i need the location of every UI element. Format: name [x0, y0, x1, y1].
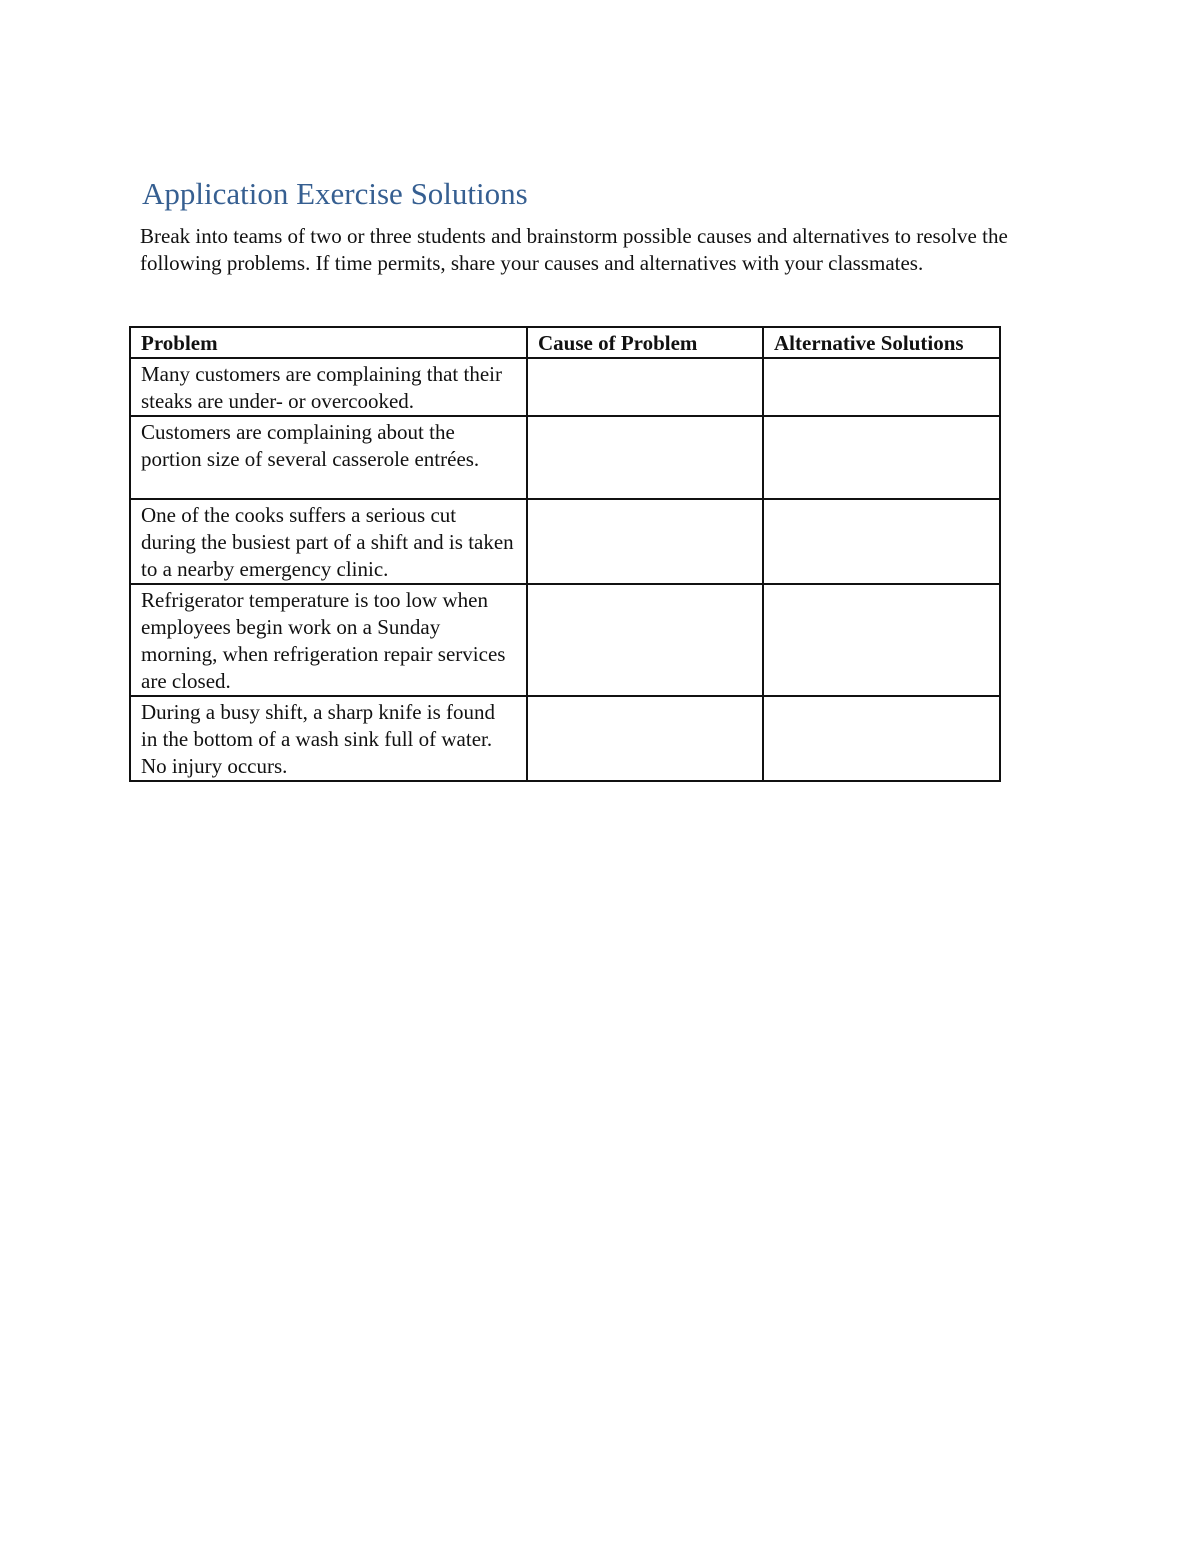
problems-table: [129, 326, 1001, 782]
cause-cell: [527, 499, 763, 584]
cause-cell: [527, 416, 763, 499]
cause-cell: [527, 584, 763, 696]
header-alternative-solutions: Alternative Solutions: [763, 327, 1000, 358]
alternatives-cell: [763, 584, 1000, 696]
table-row: [130, 416, 1000, 499]
table-header-row: [130, 327, 1000, 358]
problem-cell: One of the cooks suffers a serious cut during the busiest part of a shift and is taken to a nearby emergency clinic.: [130, 499, 527, 584]
page-title: Application Exercise Solutions: [142, 176, 528, 211]
cause-cell: [527, 696, 763, 781]
problem-cell: Refrigerator temperature is too low when employees begin work on a Sunday morning, when refrigeration repair services are closed.: [130, 584, 527, 696]
table-row: [130, 499, 1000, 584]
table-row: [130, 696, 1000, 781]
header-cause-of-problem: Cause of Problem: [527, 327, 763, 358]
intro-paragraph: Break into teams of two or three students and brainstorm possible causes and alternatives to resolve the following problems. If time permits, share your causes and alternatives with your classmates.: [140, 224, 1008, 275]
header-problem: Problem: [130, 327, 527, 358]
table-row: [130, 358, 1000, 416]
problem-cell: Many customers are complaining that their steaks are under- or overcooked.: [130, 358, 527, 416]
table-row: [130, 584, 1000, 696]
cause-cell: [527, 358, 763, 416]
problem-cell: During a busy shift, a sharp knife is found in the bottom of a wash sink full of water. No injury occurs.: [130, 696, 527, 781]
alternatives-cell: [763, 358, 1000, 416]
alternatives-cell: [763, 499, 1000, 584]
problem-cell: Customers are complaining about the portion size of several casserole entrées.: [130, 416, 527, 499]
alternatives-cell: [763, 416, 1000, 499]
alternatives-cell: [763, 696, 1000, 781]
